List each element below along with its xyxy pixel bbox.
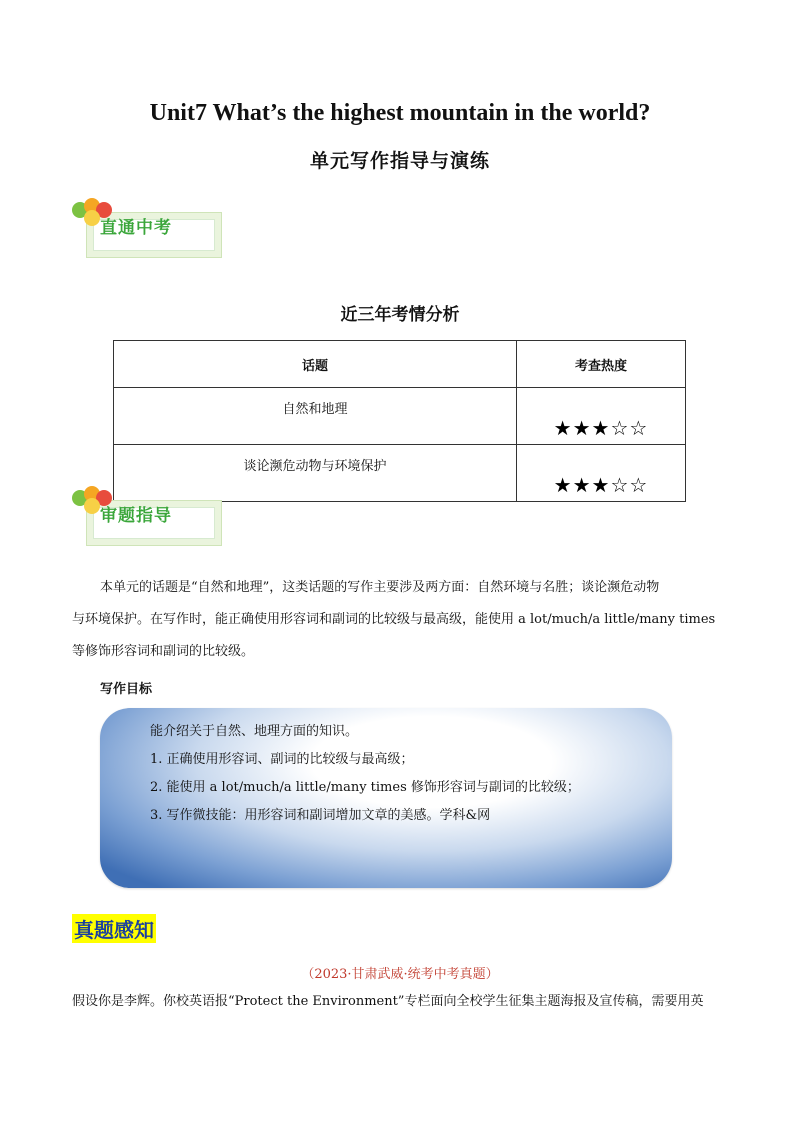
goal-item: 2. 能使用 a lot/much/a little/many times 修饰形容词与副词的比较级； [150, 780, 580, 795]
guide-line: 本单元的话题是“自然和地理”，这类话题的写作主要涉及两方面：自然环境与名胜；谈论濒危动物 [100, 580, 660, 595]
real-questions-heading: 真题感知 [72, 914, 156, 943]
page-title: Unit7 What’s the highest mountain in the world? [149, 100, 651, 126]
guide-paragraph [72, 572, 732, 668]
column-header-topic: 话题 [114, 341, 517, 388]
question-source: （2023·甘肃武威·统考中考真题） [301, 967, 499, 982]
guide-line: 等修饰形容词和副词的比较级。 [72, 644, 255, 659]
rating-cell [517, 445, 686, 502]
analysis-heading: 近三年考情分析 [340, 305, 460, 325]
badge-label: 审题指导 [100, 506, 172, 526]
goal-item: 能介绍关于自然、地理方面的知识。 [150, 724, 359, 739]
goal-item: 1. 正确使用形容词、副词的比较级与最高级； [150, 752, 414, 767]
star-rating [554, 416, 649, 440]
page-subtitle: 单元写作指导与演练 [309, 150, 490, 172]
guide-line: 与环境保护。在写作时，能正确使用形容词和副词的比较级与最高级，能使用 a lot/much/a little/many times [72, 612, 716, 627]
table-header-row [114, 341, 686, 388]
rating-cell [517, 388, 686, 445]
goal-item: 3. 写作微技能：用形容词和副词增加文章的美感。学科&网 [150, 808, 491, 823]
badge-direct [72, 198, 232, 258]
star-filled-icon: ★★★ [553, 416, 611, 440]
table-row [114, 388, 686, 445]
star-rating [554, 473, 649, 497]
badge-review [72, 486, 232, 546]
badge-label: 直通中考 [100, 218, 172, 238]
goals-box [100, 708, 672, 888]
star-filled-icon: ★★★ [553, 473, 611, 497]
goals-heading: 写作目标 [100, 682, 153, 697]
star-empty-icon: ☆☆ [610, 416, 649, 440]
topic-cell: 谈论濒危动物与环境保护 [114, 445, 517, 502]
analysis-table [113, 340, 686, 502]
column-header-heat: 考查热度 [517, 341, 686, 388]
star-empty-icon: ☆☆ [610, 473, 649, 497]
topic-cell: 自然和地理 [114, 388, 517, 445]
question-prompt: 假设你是李辉。你校英语报“Protect the Environment”专栏面向全校学生征集主题海报及宣传稿，需要用英 [72, 994, 704, 1009]
